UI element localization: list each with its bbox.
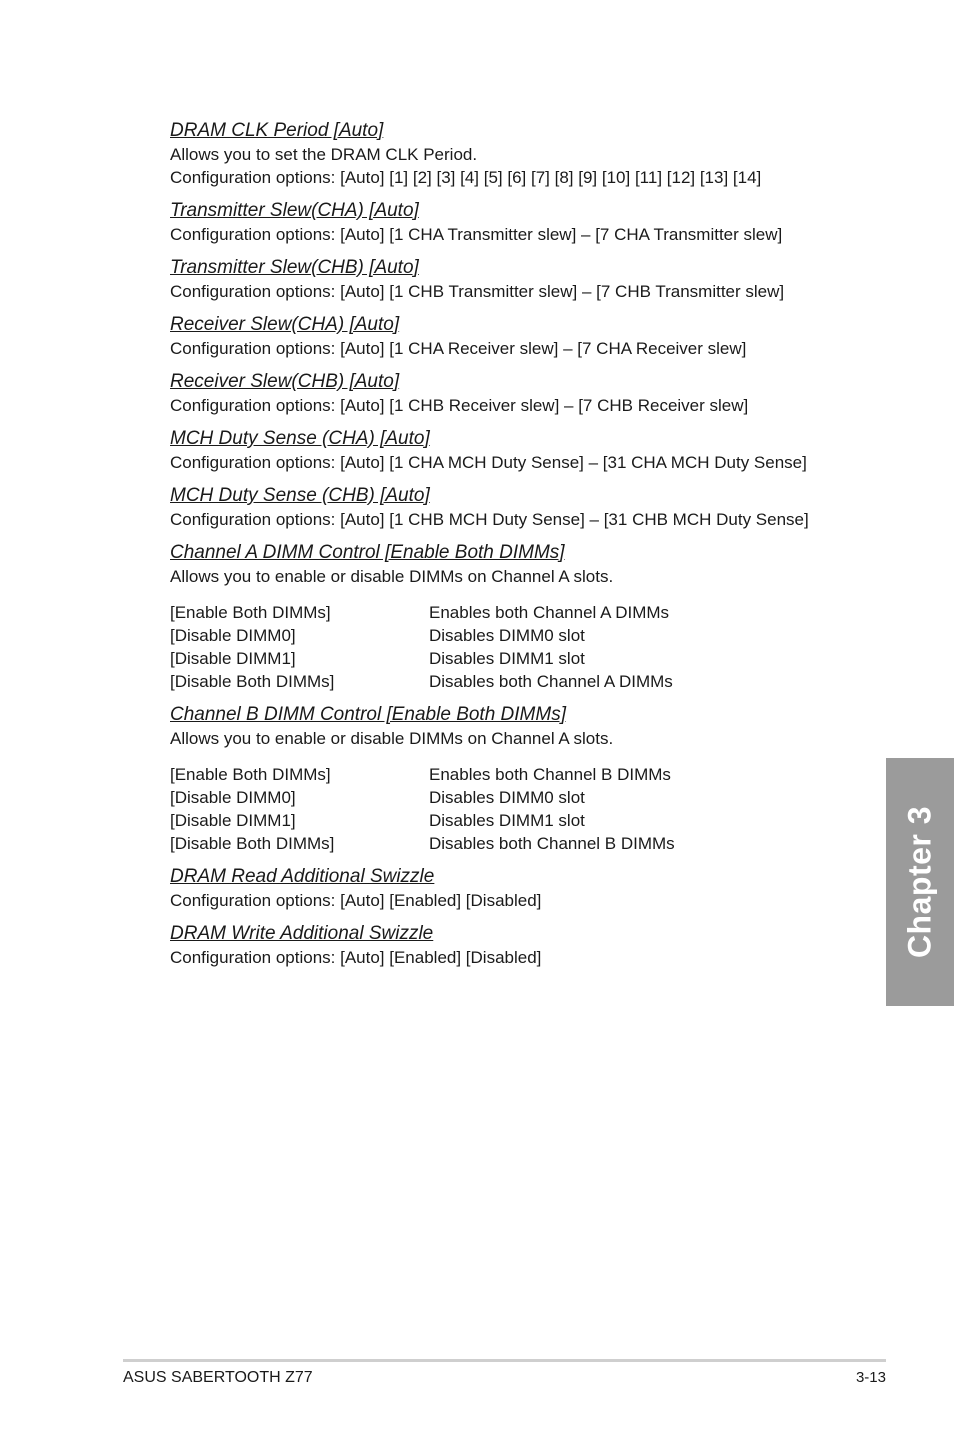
option-description: Disables DIMM1 slot <box>429 811 585 830</box>
setting-options: Configuration options: [Auto] [1 CHA MCH Duty Sense] – [31 CHA MCH Duty Sense] <box>170 453 807 472</box>
option-value: [Disable DIMM1] <box>170 811 296 830</box>
setting-title: Receiver Slew(CHA) [Auto] <box>170 314 400 335</box>
options-table <box>170 601 673 693</box>
option-row <box>170 809 675 832</box>
option-value: [Disable DIMM0] <box>170 788 296 807</box>
option-value: [Enable Both DIMMs] <box>170 603 331 622</box>
option-row <box>170 786 675 809</box>
setting-options: Configuration options: [Auto] [1 CHA Receiver slew] – [7 CHA Receiver slew] <box>170 339 747 358</box>
setting-item <box>170 541 870 693</box>
option-description: Disables DIMM1 slot <box>429 649 585 668</box>
footer-divider <box>123 1359 886 1362</box>
setting-title: Receiver Slew(CHB) [Auto] <box>170 371 400 392</box>
option-row <box>170 647 673 670</box>
setting-item <box>170 484 870 531</box>
option-description: Disables both Channel A DIMMs <box>429 672 673 691</box>
footer-page-number: 3-13 <box>855 1369 886 1386</box>
option-row <box>170 670 673 693</box>
setting-item <box>170 256 870 303</box>
setting-options: Configuration options: [Auto] [1 CHB Receiver slew] – [7 CHB Receiver slew] <box>170 396 749 415</box>
option-row <box>170 601 673 624</box>
option-row <box>170 624 673 647</box>
option-row <box>170 763 675 786</box>
setting-title: Channel B DIMM Control [Enable Both DIMMs] <box>170 704 566 725</box>
option-value: [Disable Both DIMMs] <box>170 672 335 691</box>
option-value: [Disable DIMM1] <box>170 649 296 668</box>
setting-item <box>170 865 870 912</box>
setting-title: DRAM CLK Period [Auto] <box>170 120 384 141</box>
chapter-label: Chapter 3 <box>901 805 938 959</box>
setting-options: Configuration options: [Auto] [Enabled] [Disabled] <box>170 891 542 910</box>
setting-item <box>170 119 870 189</box>
setting-title: DRAM Read Additional Swizzle <box>170 866 435 887</box>
setting-item <box>170 313 870 360</box>
setting-options: Configuration options: [Auto] [1] [2] [3] [4] [5] [6] [7] [8] [9] [10] [11] [12] [13] [14] <box>170 168 762 187</box>
chapter-tab <box>886 758 954 1006</box>
option-description: Disables DIMM0 slot <box>429 626 585 645</box>
setting-description: Allows you to set the DRAM CLK Period. <box>170 145 478 164</box>
option-description: Enables both Channel B DIMMs <box>429 765 671 784</box>
options-table <box>170 763 675 855</box>
setting-title: MCH Duty Sense (CHB) [Auto] <box>170 485 430 506</box>
setting-options: Configuration options: [Auto] [1 CHA Transmitter slew] – [7 CHA Transmitter slew] <box>170 225 783 244</box>
setting-item <box>170 199 870 246</box>
setting-item <box>170 427 870 474</box>
setting-title: MCH Duty Sense (CHA) [Auto] <box>170 428 430 449</box>
setting-title: Transmitter Slew(CHA) [Auto] <box>170 200 419 221</box>
option-description: Disables DIMM0 slot <box>429 788 585 807</box>
setting-options: Configuration options: [Auto] [1 CHB MCH Duty Sense] – [31 CHB MCH Duty Sense] <box>170 510 809 529</box>
footer-product-name: ASUS SABERTOOTH Z77 <box>123 1369 313 1386</box>
setting-description: Allows you to enable or disable DIMMs on Channel A slots. <box>170 567 614 586</box>
setting-item <box>170 922 870 969</box>
setting-title: Transmitter Slew(CHB) [Auto] <box>170 257 419 278</box>
option-row <box>170 832 675 855</box>
option-value: [Disable DIMM0] <box>170 626 296 645</box>
option-description: Disables both Channel B DIMMs <box>429 834 675 853</box>
option-description: Enables both Channel A DIMMs <box>429 603 670 622</box>
setting-options: Configuration options: [Auto] [1 CHB Transmitter slew] – [7 CHB Transmitter slew] <box>170 282 785 301</box>
option-value: [Enable Both DIMMs] <box>170 765 331 784</box>
setting-title: DRAM Write Additional Swizzle <box>170 923 434 944</box>
setting-item <box>170 703 870 855</box>
setting-options: Configuration options: [Auto] [Enabled] [Disabled] <box>170 948 542 967</box>
option-value: [Disable Both DIMMs] <box>170 834 335 853</box>
setting-title: Channel A DIMM Control [Enable Both DIMMs] <box>170 542 565 563</box>
content-body <box>170 119 870 979</box>
setting-description: Allows you to enable or disable DIMMs on Channel A slots. <box>170 729 614 748</box>
setting-item <box>170 370 870 417</box>
